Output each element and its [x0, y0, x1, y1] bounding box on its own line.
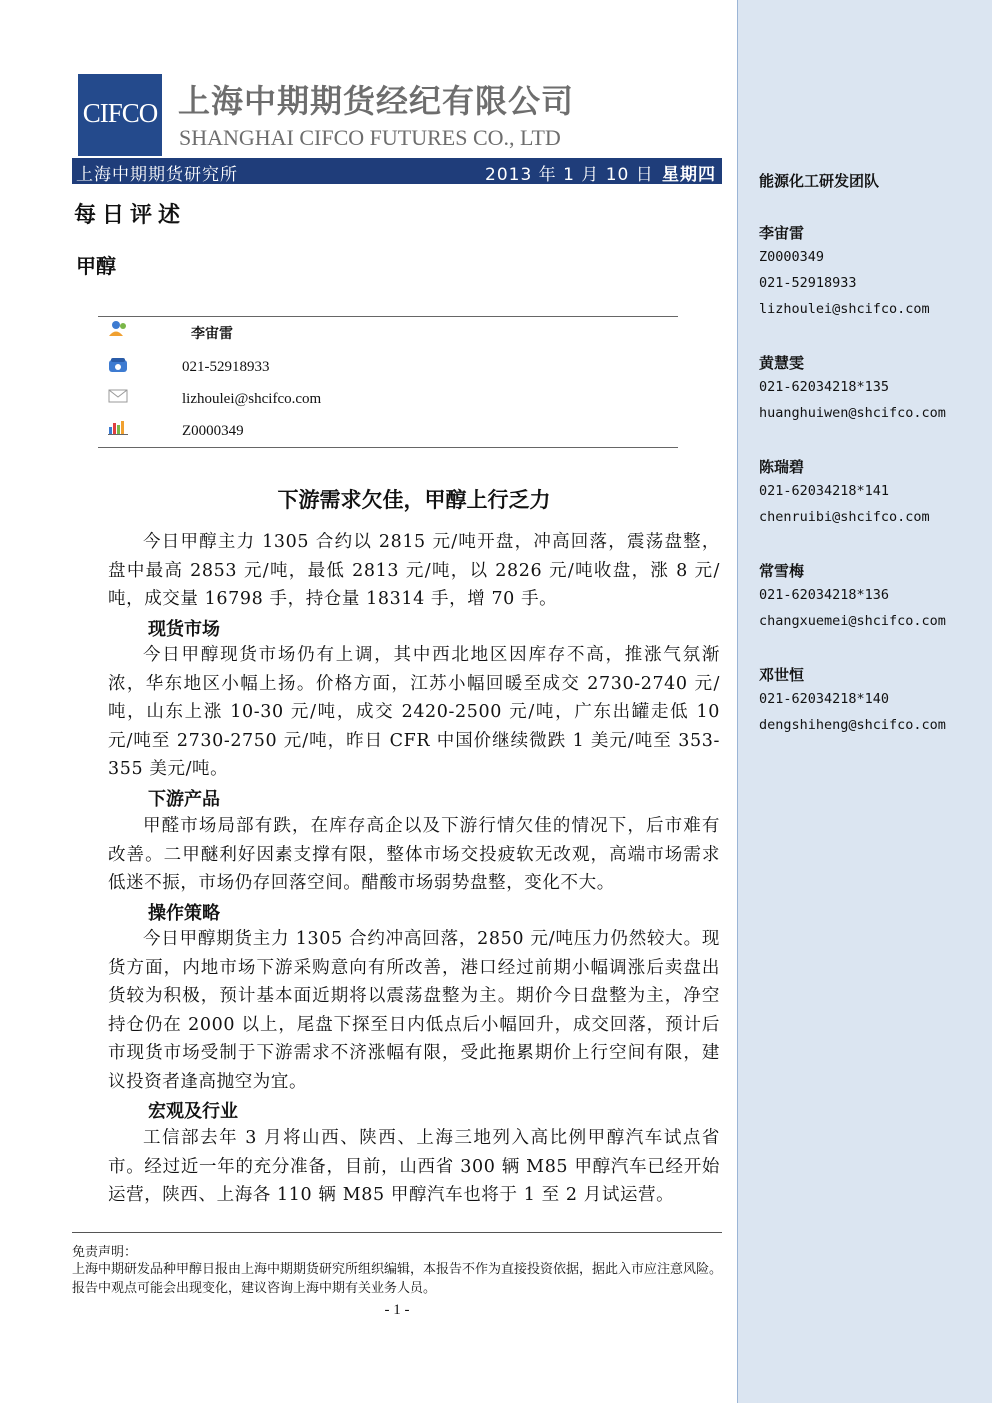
author-name: 李宙雷 [191, 326, 233, 342]
id-card-icon [108, 419, 128, 435]
report-weekday: 星期四 [662, 165, 716, 185]
email-icon [108, 388, 128, 404]
page-number: - 1 - [384, 1302, 410, 1318]
team-title: 能源化工研发团队 [759, 172, 880, 190]
member-email[interactable]: huanghuiwen@shcifco.com [759, 405, 946, 421]
heading-spot-market: 现货市场 [148, 619, 220, 640]
member-name: 黄慧雯 [759, 354, 805, 372]
disclaimer-label: 免责声明： [72, 1245, 138, 1260]
member-phone: 021-62034218*135 [759, 379, 890, 395]
text-macro: 工信部去年 3 月将山西、陕西、上海三地列入高比例甲醇汽车试点省市。经过近一年的充分准备，目前，山西省 300 辆 M85 甲醇汽车已经开始运营，陕西、上海各 110 辆 M85 甲醇汽车也将于 1 至 2 月试运营。 [108, 1128, 720, 1206]
member-name: 常雪梅 [759, 562, 805, 580]
heading-strategy: 操作策略 [148, 903, 220, 924]
member-name: 邓世恒 [759, 666, 805, 684]
author-phone: 021-52918933 [182, 359, 270, 375]
article-title: 下游需求欠佳，甲醇上行乏力 [277, 488, 551, 512]
person-icon [108, 320, 128, 336]
report-date: 2013 年 1 月 10 日 [485, 165, 654, 185]
article-intro: 今日甲醇主力 1305 合约以 2815 元/吨开盘，冲高回落，震荡盘整，盘中最高 2853 元/吨，最低 2813 元/吨，以 2826 元/吨收盘，涨 8 元/吨，成交量 16798 手，持仓量 18314 手，增 70 手。 [108, 532, 720, 610]
company-logo [78, 74, 162, 156]
footer-rule [72, 1232, 722, 1233]
logo-text: CIFCO [82, 98, 158, 128]
disclaimer-text: 上海中期研发品种甲醇日报由上海中期期货研究所组织编辑，本报告不作为直接投资依据，据此入市应注意风险。报告中观点可能会出现变化，建议咨询上海中期有关业务人员。 [72, 1262, 723, 1296]
company-name-cn: 上海中期期货经纪有限公司 [178, 82, 575, 120]
section-heading: 每日评述 [74, 203, 187, 228]
member-email[interactable]: lizhoulei@shcifco.com [759, 301, 930, 317]
contact-top-rule [98, 316, 678, 317]
member-name: 李宙雷 [759, 224, 805, 242]
member-phone: 021-52918933 [759, 275, 857, 291]
member-email[interactable]: chenruibi@shcifco.com [759, 509, 930, 525]
member-phone: 021-62034218*141 [759, 483, 890, 499]
institute-name: 上海中期期货研究所 [76, 165, 238, 185]
author-license: Z0000349 [182, 423, 244, 439]
member-phone: 021-62034218*140 [759, 691, 890, 707]
heading-macro: 宏观及行业 [148, 1101, 238, 1122]
member-name: 陈瑞碧 [759, 458, 805, 476]
report-title-bar [72, 158, 722, 184]
author-email[interactable]: lizhoulei@shcifco.com [182, 391, 322, 407]
product-name: 甲醇 [76, 254, 116, 278]
phone-icon [108, 357, 128, 373]
contact-bottom-rule [98, 447, 678, 448]
text-spot-market: 今日甲醇现货市场仍有上调，其中西北地区因库存不高，推涨气氛渐浓，华东地区小幅上扬。价格方面，江苏小幅回暖至成交 2730-2740 元/吨，山东上涨 10-30 元/吨，成交 2420-2500 元/吨，广东出罐走低 10 元/吨至 2730-2750 元/吨，昨日 CFR 中国价继续微跌 1 美元/吨至 353-355 美元/吨。 [108, 645, 720, 780]
team-sidebar [737, 0, 992, 1403]
text-downstream: 甲醛市场局部有跌，在库存高企以及下游行情欠佳的情况下，后市难有改善。二甲醚利好因素支撑有限，整体市场交投疲软无改观，高端市场需求低迷不振，市场仍存回落空间。醋酸市场弱势盘整，变化不大。 [108, 816, 720, 894]
member-phone: 021-62034218*136 [759, 587, 890, 603]
company-name-en: SHANGHAI CIFCO FUTURES CO., LTD [179, 125, 561, 150]
member-license: Z0000349 [759, 249, 825, 265]
member-email[interactable]: changxuemei@shcifco.com [759, 613, 946, 629]
text-strategy: 今日甲醇期货主力 1305 合约冲高回落，2850 元/吨压力仍然较大。现货方面，内地市场下游采购意向有所改善，港口经过前期小幅调涨后卖盘出货较为积极，预计基本面近期将以震荡盘整为主。期价今日盘整为主，净空持仓仍在 2000 以上，尾盘下探至日内低点后小幅回升，成交回落，预计后市现货市场受制于下游需求不济涨幅有限，受此拖累期价上行空间有限，建议投资者逢高抛空为宜。 [108, 929, 720, 1092]
heading-downstream: 下游产品 [148, 789, 220, 810]
member-email[interactable]: dengshiheng@shcifco.com [759, 717, 946, 733]
